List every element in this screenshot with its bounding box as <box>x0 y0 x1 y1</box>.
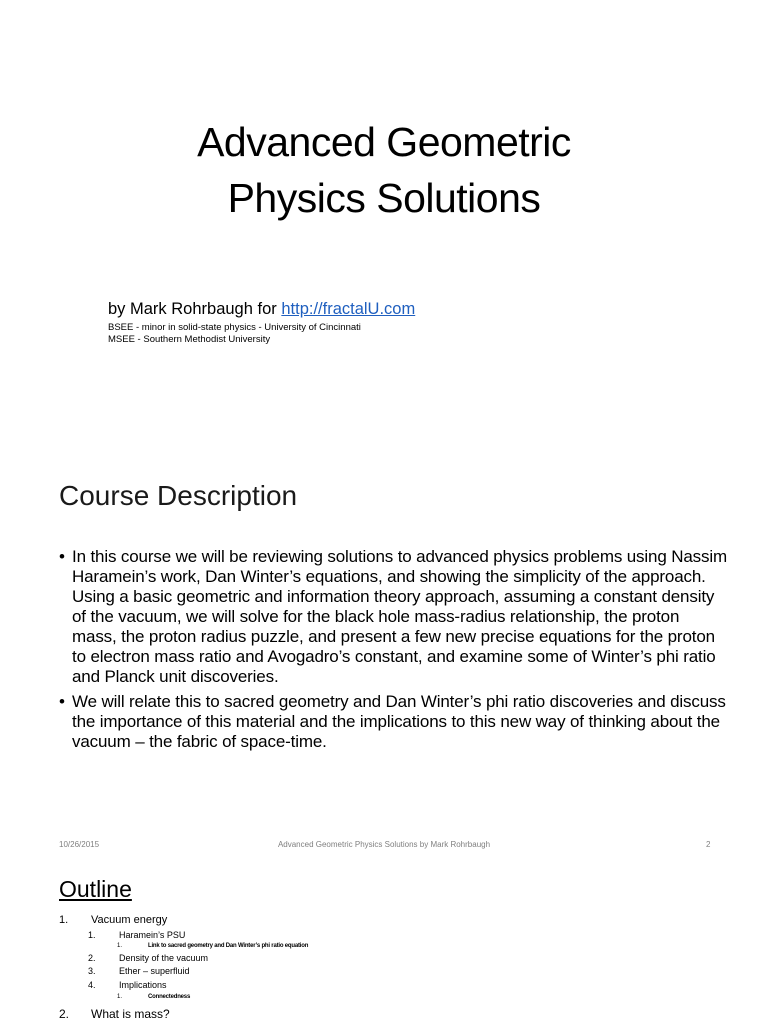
outline-item-text: Ether – superfluid <box>119 966 190 976</box>
credential-bsee: BSEE - minor in solid-state physics - University of Cincinnati <box>108 322 361 333</box>
title-line-2: Physics Solutions <box>227 175 541 221</box>
outline-heading: Outline <box>59 876 132 902</box>
bullet-text: In this course we will be reviewing solutions to advanced physics problems using Nassim Haramein’s work, Dan Winter’s equations, and showing the simplicity of the approach. Using a basic geometric and information theory approach, assuming a constant density of the vacuum, we will solve for the black hole mass-radius relationship, the proton mass, the proton radius puzzle, and present a few new precise equations for the proton to electron mass ratio and Avogadro’s constant, and examine some of Winter’s phi ratio and Planck unit discoveries. <box>72 547 727 686</box>
outline-item-text: Vacuum energy <box>91 914 168 926</box>
footer-page-number: 2 <box>706 840 711 849</box>
course-description-bullets <box>59 547 727 757</box>
outline-item-number: 1. <box>59 914 69 926</box>
outline-item-number: 1. <box>117 994 123 1000</box>
outline-item-text: Implications <box>119 980 167 990</box>
author-prefix: by Mark Rohrbaugh for <box>108 300 282 318</box>
title-line-1: Advanced Geometric <box>197 119 571 165</box>
outline-item-text: Density of the vacuum <box>119 953 209 963</box>
outline-item-number: 2. <box>59 1007 70 1021</box>
credential-msee: MSEE - Southern Methodist University <box>108 334 271 345</box>
footer-date: 10/26/2015 <box>59 840 100 849</box>
bullet-icon: • <box>59 547 65 566</box>
outline-item-number: 1. <box>88 930 96 940</box>
bullet-icon: • <box>59 692 65 711</box>
presentation-title <box>0 114 768 226</box>
bullet-item <box>59 692 727 752</box>
footer-title: Advanced Geometric Physics Solutions by Mark Rohrbaugh <box>277 840 491 849</box>
outline-item-number: 2. <box>88 953 96 963</box>
author-line <box>108 298 415 320</box>
outline-item-number: 4. <box>88 980 96 990</box>
outline-item-text: Connectedness <box>148 994 191 1000</box>
bullet-item <box>59 547 727 687</box>
outline-item-text: Link to sacred geometry and Dan Winter’s phi ratio equation <box>148 943 309 949</box>
bullet-text: We will relate this to sacred geometry and Dan Winter’s phi ratio discoveries and discuss the importance of this material and the implications to this new way of thinking about the vacuum – the fabric of space-time. <box>72 692 726 751</box>
course-description-heading: Course Description <box>59 480 298 511</box>
outline-item-number: 3. <box>88 966 96 976</box>
outline-item-number: 1. <box>117 943 123 949</box>
author-website-link[interactable]: http://fractalU.com <box>281 300 416 318</box>
outline-item-text: What is mass? <box>91 1007 170 1021</box>
outline-item-text: Haramein’s PSU <box>119 930 186 940</box>
